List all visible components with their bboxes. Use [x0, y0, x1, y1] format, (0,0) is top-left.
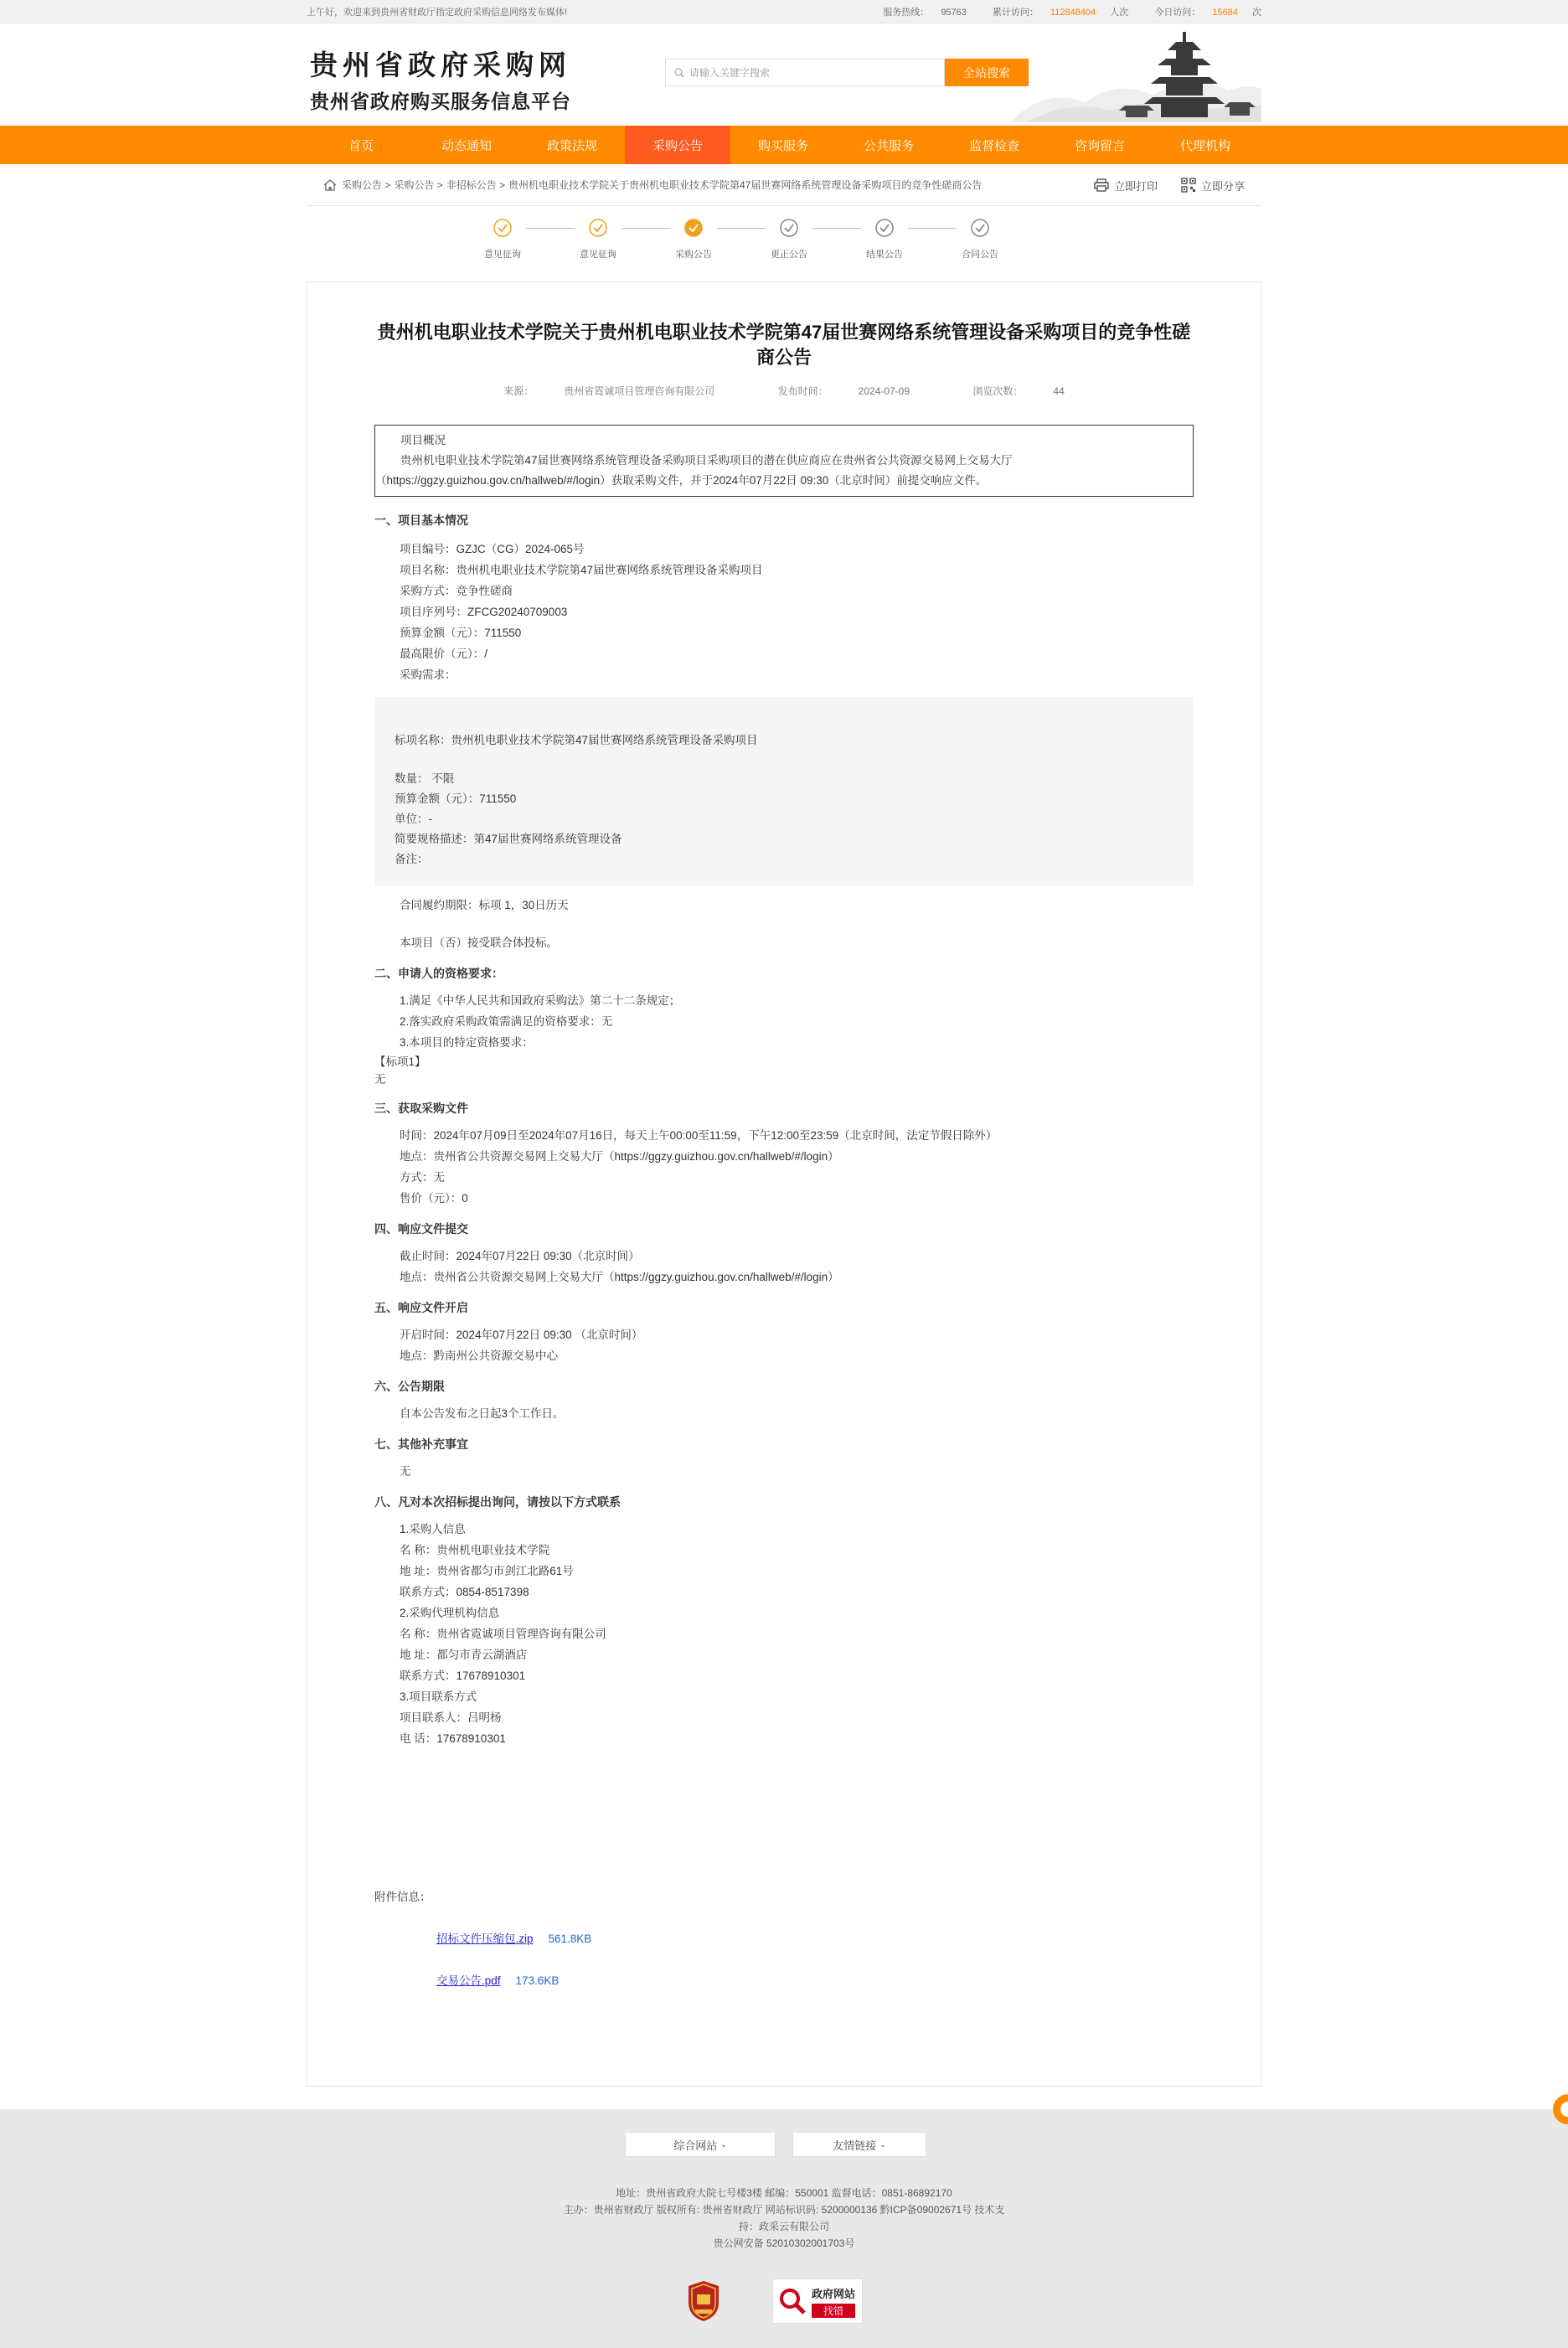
site-subtitle: 贵州省政府购买服务信息平台 — [310, 90, 571, 113]
section-lines — [374, 1324, 1194, 1366]
top-bar — [0, 0, 1568, 23]
project-overview-box — [374, 425, 1194, 497]
site-header — [0, 23, 1568, 126]
site-footer — [0, 2109, 1568, 2348]
text-line: 采购需求： — [400, 668, 456, 681]
article-body — [374, 425, 1194, 1749]
chevron-down-icon: ⌄ — [879, 2139, 886, 2149]
section-lines — [374, 1125, 1194, 1209]
home-icon[interactable] — [323, 179, 337, 191]
step-label: 结果公告 — [866, 250, 903, 260]
step-1 — [469, 218, 536, 261]
contract-term: 合同履约期限：标项 1，30日历天 — [400, 899, 569, 911]
lot-name: 标项名称：贵州机电职业技术学院第47届世赛网络系统管理设备采购项目 — [395, 734, 758, 746]
breadcrumb-item[interactable]: 采购公告 > — [394, 179, 443, 191]
section-heading: 一、项目基本情况 — [374, 513, 468, 527]
pagoda-illustration-icon — [1010, 28, 1261, 122]
text-line: 项目名称：贵州机电职业技术学院第47届世赛网络系统管理设备采购项目 — [400, 564, 763, 576]
text-line: 联系方式：17678910301 — [400, 1669, 526, 1682]
step-label: 意见征询 — [484, 250, 521, 260]
text-line: 地点：贵州省公共资源交易网上交易大厅（https://ggzy.guizhou.gov.cn/hallweb/#/login） — [400, 1150, 839, 1163]
step-label: 更正公告 — [771, 250, 807, 260]
section-heading: 七、其他补充事宜 — [374, 1437, 468, 1451]
breadcrumb-item[interactable]: 采购公告 > — [342, 179, 391, 191]
check-circle-icon — [683, 218, 704, 238]
search-input[interactable]: 请输入关键字搜索 — [665, 59, 945, 86]
footer-police-record: 贵公网安备 52010302001703号 — [713, 2237, 855, 2249]
consortium-note: 本项目（否）接受联合体投标。 — [400, 937, 558, 949]
text-line: 2.落实政府采购政策需满足的资格要求：无 — [400, 1015, 613, 1028]
step-3 — [660, 218, 727, 261]
attachments — [374, 1887, 591, 1988]
text-line: 联系方式：0854-8517398 — [400, 1586, 529, 1598]
check-circle-icon — [970, 218, 990, 238]
section-lines — [374, 539, 1194, 685]
nav-item[interactable]: 购买服务 — [757, 138, 808, 153]
text-line: 开启时间：2024年07月22日 09:30 （北京时间） — [400, 1329, 643, 1341]
text-line: 地点：黔南州公共资源交易中心 — [400, 1349, 558, 1362]
overview-text: 贵州机电职业技术学院第47届世赛网络系统管理设备采购项目采购项目的潜在供应商应在贵州省公共资源交易网上交易大厅（https://ggzy.guizhou.gov.cn/hallweb/#/login）获取采购文件，并于2024年07月22日 09:30（北京时间）前提交响应文件。 — [375, 454, 1013, 487]
attachment-size: 173.6KB — [515, 1974, 560, 1987]
text-line: 方式：无 — [400, 1171, 445, 1184]
site-logo[interactable] — [310, 44, 571, 114]
section-lines — [374, 1053, 1194, 1088]
magnifier-icon — [778, 2287, 807, 2315]
text-line: 地 址：贵州省都匀市剑江北路61号 — [400, 1565, 574, 1577]
text-line: 无 — [374, 1073, 386, 1086]
nav-item[interactable]: 咨询留言 — [1074, 138, 1125, 153]
attachment-link[interactable]: 交易公告.pdf — [436, 1974, 501, 1987]
article-views: 浏览次数： 44 — [972, 385, 1065, 397]
greeting-text: 上午好，欢迎来到贵州省财政厅指定政府采购信息网络发布媒体! — [307, 8, 568, 18]
lot-lines — [395, 769, 1173, 870]
site-title: 贵州省政府采购网 — [310, 49, 571, 81]
search-icon — [674, 68, 684, 78]
footer-address: 地址：贵州省政府大院七号楼3楼 邮编：550001 监督电话：0851-86892170 — [616, 2187, 952, 2199]
text-line: 预算金额（元）：711550 — [400, 627, 522, 639]
section-heading: 六、公告期限 — [374, 1380, 445, 1393]
attachments-label: 附件信息： — [374, 1891, 431, 1903]
section-heading: 三、获取采购文件 — [374, 1102, 468, 1115]
attachment-size: 561.8KB — [548, 1933, 592, 1945]
site-stats — [859, 5, 1261, 18]
report-error-badge[interactable]: 政府网站 找错 — [772, 2278, 863, 2324]
nav-item[interactable]: 公共服务 — [863, 138, 914, 153]
lot-detail-box — [374, 697, 1194, 886]
section-lines — [374, 1519, 1194, 1749]
text-line: 采购方式：竞争性磋商 — [400, 585, 513, 597]
chevron-down-icon: ⌄ — [720, 2139, 727, 2149]
text-line: 备注： — [395, 853, 429, 865]
section-heading: 五、响应文件开启 — [374, 1301, 468, 1314]
nav-item[interactable]: 监督检查 — [968, 138, 1019, 153]
step-4 — [756, 218, 823, 261]
check-circle-icon — [588, 218, 608, 238]
step-2 — [565, 218, 632, 261]
text-line: 1.采购人信息 — [400, 1523, 466, 1535]
text-line: 时间：2024年07月09日至2024年07月16日，每天上午00:00至11:59，下午12:00至23:59（北京时间，法定节假日除外） — [400, 1129, 998, 1142]
text-line: 项目序列号：ZFCG20240709003 — [400, 606, 568, 618]
step-5 — [851, 218, 918, 261]
text-line: 3.项目联系方式 — [400, 1690, 477, 1703]
section-heading: 二、申请人的资格要求： — [374, 967, 503, 980]
total-visits: 累计访问： 112848404 人次 — [992, 8, 1129, 18]
text-line: 单位：- — [395, 813, 432, 825]
section-heading: 八、凡对本次招标提出询问，请按以下方式联系 — [374, 1495, 621, 1509]
share-button[interactable]: 立即分享 — [1181, 178, 1245, 194]
section-lines — [374, 1246, 1194, 1288]
step-6 — [946, 218, 1014, 261]
text-line: 无 — [400, 1465, 411, 1478]
text-line: 地点：贵州省公共资源交易网上交易大厅（https://ggzy.guizhou.gov.cn/hallweb/#/login） — [400, 1271, 839, 1283]
main-nav — [0, 126, 1568, 164]
nav-item[interactable]: 首页 — [348, 138, 374, 153]
qr-code-icon — [1181, 178, 1196, 193]
section-lines — [374, 1461, 1194, 1482]
text-line: 2.采购代理机构信息 — [400, 1607, 500, 1619]
text-line: 预算金额（元）：711550 — [395, 792, 517, 805]
party-government-badge-icon[interactable] — [685, 2279, 722, 2323]
text-line: 截止时间：2024年07月22日 09:30（北京时间） — [400, 1250, 640, 1262]
friendly-links-dropdown[interactable]: 友情链接 ⌄ — [792, 2132, 926, 2157]
text-line: 3.本项目的特定资格要求： — [400, 1036, 534, 1049]
nav-item[interactable]: 政策法规 — [546, 138, 597, 153]
search-button[interactable]: 全站搜索 — [945, 59, 1029, 86]
hotline: 服务热线： 95763 — [883, 8, 967, 18]
attachment-item — [436, 1929, 591, 1946]
check-circle-icon — [779, 218, 799, 238]
text-line: 名 称：贵州机电职业技术学院 — [400, 1544, 550, 1556]
search-bar — [665, 59, 1029, 86]
article-date: 发布时间： 2024-07-09 — [777, 385, 910, 397]
print-button[interactable]: 立即打印 — [1094, 178, 1158, 194]
text-line: 数量： 不限 — [395, 772, 455, 785]
attachment-item — [436, 1971, 591, 1988]
text-line: 电 话：17678910301 — [400, 1732, 506, 1745]
text-line: 名 称：贵州省霓诚项目管理咨询有限公司 — [400, 1628, 606, 1640]
printer-icon — [1094, 178, 1109, 192]
attachment-link[interactable]: 招标文件压缩包.zip — [436, 1933, 534, 1945]
step-label: 意见征询 — [580, 250, 616, 260]
text-line: 简要规格描述：第47届世赛网络系统管理设备 — [395, 833, 622, 845]
step-label: 合同公告 — [962, 250, 998, 260]
step-label: 采购公告 — [675, 250, 712, 260]
section-lines — [374, 990, 1194, 1053]
section-lines — [374, 1403, 1194, 1424]
text-line: 地 址：都匀市青云湖酒店 — [400, 1649, 528, 1661]
text-line: 【标项1】 — [374, 1055, 426, 1068]
today-visits: 今日访问： 15684 次 — [1154, 8, 1261, 18]
progress-steps — [307, 206, 1261, 281]
section-heading: 四、响应文件提交 — [374, 1222, 468, 1236]
text-line: 项目联系人：吕明杨 — [400, 1711, 502, 1724]
article-meta — [307, 384, 1261, 398]
nav-item[interactable]: 采购公告 — [625, 126, 730, 164]
breadcrumb-item: 贵州机电职业技术学院关于贵州机电职业技术学院第47届世赛网络系统管理设备采购项目的竞争性磋商公告 — [508, 179, 983, 191]
text-line: 项目编号：GZJC（CG）2024-065号 — [400, 543, 585, 555]
text-line: 最高限价（元）：/ — [400, 648, 488, 660]
side-float-button-icon[interactable] — [1551, 2093, 1568, 2126]
text-line: 1.满足《中华人民共和国政府采购法》第二十二条规定； — [400, 994, 681, 1007]
check-circle-icon — [874, 218, 895, 238]
article-source: 来源： 贵州省霓诚项目管理咨询有限公司 — [503, 385, 715, 397]
article-panel — [307, 281, 1261, 2087]
nav-item[interactable]: 代理机构 — [1179, 138, 1230, 153]
nav-item[interactable]: 动态通知 — [441, 138, 492, 153]
check-circle-icon — [493, 218, 513, 238]
breadcrumb-item[interactable]: 非招标公告 > — [446, 179, 506, 191]
article-title: 贵州机电职业技术学院关于贵州机电职业技术学院第47届世赛网络系统管理设备采购项目的竞争性磋商公告 — [377, 322, 1191, 368]
text-line: 售价（元）：0 — [400, 1192, 468, 1205]
comprehensive-sites-dropdown[interactable]: 综合网站 ⌄ — [625, 2132, 776, 2157]
text-line: 自本公告发布之日起3个工作日。 — [400, 1407, 565, 1420]
breadcrumb — [307, 164, 1261, 206]
overview-title: 项目概况 — [400, 434, 446, 446]
footer-sponsor: 主办：贵州省财政厅 版权所有: 贵州省财政厅 网站标识码: 5200000136 黔ICP备09002671号 技术支持：政采云有限公司 — [563, 2204, 1005, 2232]
